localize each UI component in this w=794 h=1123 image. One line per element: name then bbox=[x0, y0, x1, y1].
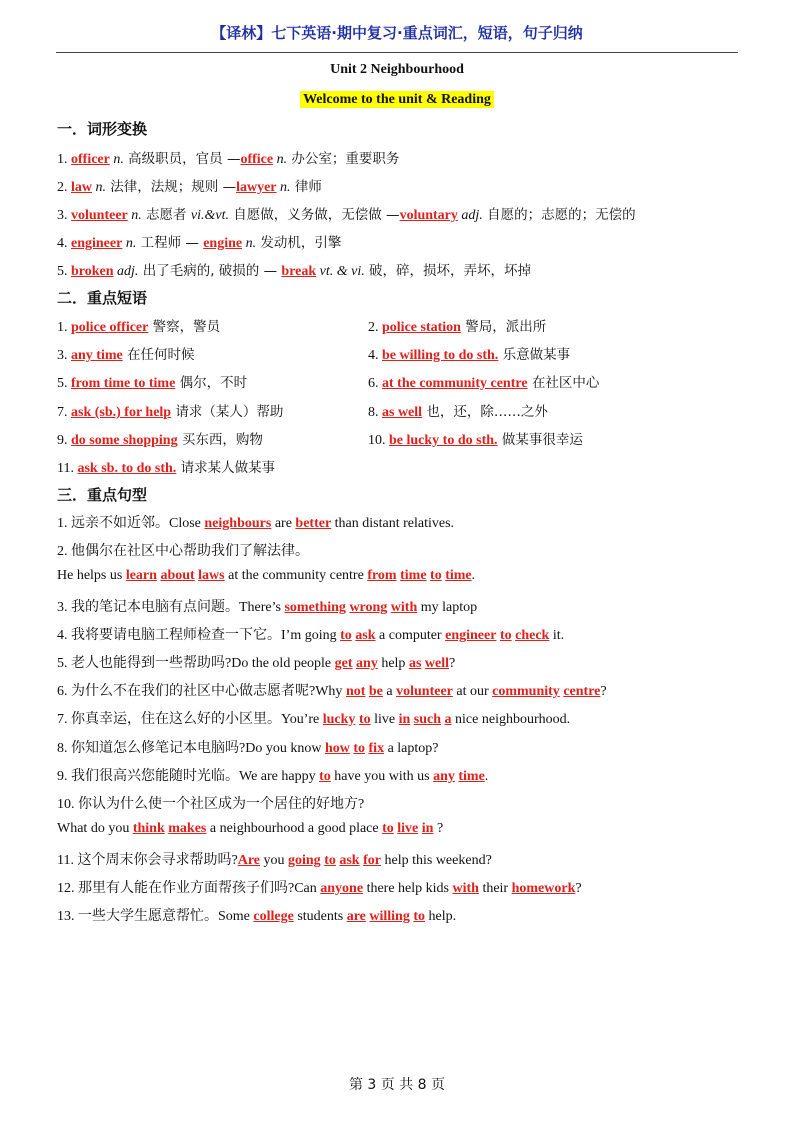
keyword: neighbours bbox=[204, 516, 272, 531]
keyword: time bbox=[445, 568, 472, 583]
sentence bbox=[57, 849, 492, 869]
keyword: check bbox=[515, 628, 550, 643]
sentence bbox=[57, 512, 454, 532]
phrase-item: 1. police officer 警察，警员 bbox=[57, 319, 221, 335]
keyword: ask bbox=[355, 628, 376, 643]
sentence-text: a computer bbox=[375, 628, 446, 643]
keyword: be bbox=[368, 684, 383, 699]
keyword: centre bbox=[563, 684, 601, 699]
subtitle: Welcome to the unit & Reading bbox=[300, 91, 494, 108]
sentence-text: a bbox=[382, 684, 397, 699]
keyword: anyone bbox=[320, 881, 364, 896]
sentence bbox=[57, 624, 564, 644]
sentence bbox=[57, 905, 456, 925]
section-heading-sentences: 三．重点句型 bbox=[57, 486, 148, 504]
sentence-text: students bbox=[293, 909, 347, 924]
sentence bbox=[57, 568, 475, 584]
sentence-text: He helps us bbox=[57, 568, 126, 583]
vocab-item: 2. law n. 法律，法规；规则 —lawyer n. 律师 bbox=[57, 179, 322, 195]
phrase-item: 8. as well 也，还，除……之外 bbox=[368, 404, 548, 420]
keyword: such bbox=[413, 712, 442, 727]
phrase-item: 7. ask (sb.) for help 请求（某人）帮助 bbox=[57, 404, 284, 420]
vocab-item: 1. officer n. 高级职员，官员 —office n. 办公室；重要职务 bbox=[57, 151, 400, 167]
sentence bbox=[57, 708, 570, 728]
sentence-text: than distant relatives. bbox=[331, 516, 455, 531]
section-heading-vocab: 一．词形变换 bbox=[57, 120, 148, 138]
sentence-text: it. bbox=[549, 628, 565, 643]
keyword: about bbox=[160, 568, 195, 583]
keyword: to bbox=[324, 853, 336, 868]
sentence bbox=[57, 821, 443, 837]
sentence-text: 4. 我将要请电脑工程师检查一下它。I’m going bbox=[57, 628, 341, 643]
sentence bbox=[57, 877, 582, 897]
keyword: better bbox=[295, 516, 332, 531]
keyword: to bbox=[499, 628, 512, 643]
keyword: well bbox=[424, 656, 449, 671]
sentence-text: you bbox=[260, 853, 288, 868]
keyword: as bbox=[408, 656, 422, 671]
keyword: think bbox=[132, 821, 165, 836]
keyword: a bbox=[444, 712, 452, 727]
keyword: any bbox=[433, 769, 455, 784]
keyword: engineer bbox=[445, 628, 497, 643]
sentence-text: ? bbox=[575, 881, 582, 896]
keyword: to bbox=[340, 628, 352, 643]
sentence-text: at the community centre bbox=[224, 568, 368, 583]
keyword: fix bbox=[368, 741, 385, 756]
phrase-item: 2. police station 警局，派出所 bbox=[368, 319, 547, 335]
phrase-item: 10. be lucky to do sth. 做某事很幸运 bbox=[368, 432, 583, 448]
keyword: with bbox=[452, 881, 479, 896]
sentence-text: their bbox=[478, 881, 512, 896]
vocab-item: 5. broken adj. 出了毛病的, 破损的 — break vt. & vi. 破，碎，损坏，弄坏，坏掉 bbox=[57, 263, 532, 279]
keyword: to bbox=[430, 568, 442, 583]
keyword: to bbox=[358, 712, 371, 727]
sentence bbox=[57, 680, 607, 700]
keyword: how bbox=[324, 741, 350, 756]
keyword: in bbox=[421, 821, 434, 836]
header-divider bbox=[56, 52, 738, 53]
keyword: time bbox=[400, 568, 427, 583]
phrase-item: 4. be willing to do sth. 乐意做某事 bbox=[368, 347, 571, 363]
keyword: are bbox=[346, 909, 366, 924]
sentence-text: my laptop bbox=[417, 600, 478, 615]
sentence-text: 9. 我们很高兴您能随时光临。We are happy bbox=[57, 769, 320, 784]
keyword: homework bbox=[511, 881, 576, 896]
phrase-item: 9. do some shopping 买东西，购物 bbox=[57, 432, 263, 448]
keyword: get bbox=[334, 656, 353, 671]
sentence-text: . bbox=[471, 568, 476, 583]
sentence-text: have you with us bbox=[330, 769, 434, 784]
keyword: community bbox=[492, 684, 560, 699]
phrase-item: 11. ask sb. to do sth. 请求某人做某事 bbox=[57, 460, 276, 476]
sentence-text: ? bbox=[433, 821, 444, 836]
keyword: college bbox=[253, 909, 294, 924]
keyword: any bbox=[356, 656, 378, 671]
keyword: to bbox=[382, 821, 394, 836]
subtitle-wrap bbox=[0, 88, 794, 108]
sentence-text: help bbox=[377, 656, 409, 671]
sentence bbox=[57, 596, 477, 616]
sentence-text: are bbox=[271, 516, 296, 531]
keyword: with bbox=[390, 600, 418, 615]
keyword: for bbox=[363, 853, 381, 868]
sentence bbox=[57, 737, 439, 757]
sentence-text: 13. 一些大学生愿意帮忙。Some bbox=[57, 909, 254, 924]
phrase-item: 3. any time 在任何时候 bbox=[57, 347, 195, 363]
keyword: not bbox=[345, 684, 366, 699]
sentence-text: nice neighbourhood. bbox=[451, 712, 571, 727]
page-header: 【译林】七下英语·期中复习·重点词汇，短语，句子归纳 bbox=[211, 24, 583, 42]
keyword: learn bbox=[125, 568, 157, 583]
keyword: makes bbox=[168, 821, 207, 836]
sentence-text: What do you bbox=[57, 821, 133, 836]
keyword: going bbox=[288, 853, 321, 868]
sentence-text: 8. 你知道怎么修笔记本电脑吗?Do you know bbox=[57, 741, 325, 756]
sentence-text: help. bbox=[425, 909, 457, 924]
sentence-text: . bbox=[484, 769, 489, 784]
sentence-text: ? bbox=[449, 656, 456, 671]
keyword: volunteer bbox=[396, 684, 453, 699]
sentence-text: ? bbox=[600, 684, 607, 699]
sentence bbox=[57, 652, 455, 672]
page-footer: 第 3 页 共 8 页 bbox=[348, 1077, 446, 1093]
vocab-item: 3. volunteer n. 志愿者 vi.&vt. 自愿做，义务做，无偿做 —voluntary adj. 自愿的；志愿的；无偿的 bbox=[57, 207, 636, 223]
sentence bbox=[57, 765, 488, 785]
unit-title: Unit 2 Neighbourhood bbox=[330, 62, 464, 77]
phrase-item: 5. from time to time 偶尔，不时 bbox=[57, 375, 248, 391]
keyword: ask bbox=[339, 853, 360, 868]
sentence-text: 11. 这个周末你会寻求帮助吗? bbox=[57, 853, 238, 868]
sentence-text: 6. 为什么不在我们的社区中心做志愿者呢?Why bbox=[57, 684, 346, 699]
sentence-text: live bbox=[370, 712, 399, 727]
sentence-text: 2. 他偶尔在社区中心帮助我们了解法律。 bbox=[57, 544, 309, 559]
sentence-text: 3. 我的笔记本电脑有点问题。There’s bbox=[57, 600, 285, 615]
section-heading-phrases: 二．重点短语 bbox=[57, 289, 148, 307]
sentence-text: 1. 远亲不如近邻。Close bbox=[57, 516, 205, 531]
keyword: from bbox=[367, 568, 397, 583]
sentence-text: a neighbourhood a good place bbox=[206, 821, 383, 836]
keyword: wrong bbox=[349, 600, 388, 615]
sentence-text: 7. 你真幸运，住在这么好的小区里。You’re bbox=[57, 712, 323, 727]
vocab-item: 4. engineer n. 工程师 — engine n. 发动机，引擎 bbox=[57, 235, 342, 251]
keyword: in bbox=[398, 712, 411, 727]
sentence-text: help this weekend? bbox=[380, 853, 492, 868]
sentence bbox=[57, 793, 364, 813]
keyword: lucky bbox=[322, 712, 356, 727]
keyword: to bbox=[353, 741, 366, 756]
sentence-text: there help kids bbox=[363, 881, 453, 896]
keyword: laws bbox=[198, 568, 225, 583]
sentence-text: 12. 那里有人能在作业方面帮孩子们吗?Can bbox=[57, 881, 321, 896]
keyword: time bbox=[458, 769, 485, 784]
sentence bbox=[57, 540, 309, 560]
keyword: to bbox=[413, 909, 426, 924]
phrase-item: 6. at the community centre 在社区中心 bbox=[368, 375, 600, 391]
keyword: live bbox=[397, 821, 419, 836]
sentence-text: a laptop? bbox=[384, 741, 439, 756]
keyword: Are bbox=[237, 853, 260, 868]
sentence-text: at our bbox=[452, 684, 493, 699]
keyword: willing bbox=[369, 909, 410, 924]
sentence-text: 5. 老人也能得到一些帮助吗?Do the old people bbox=[57, 656, 335, 671]
keyword: to bbox=[319, 769, 331, 784]
sentence-text: 10. 你认为什么使一个社区成为一个居住的好地方? bbox=[57, 797, 365, 812]
keyword: something bbox=[284, 600, 346, 615]
